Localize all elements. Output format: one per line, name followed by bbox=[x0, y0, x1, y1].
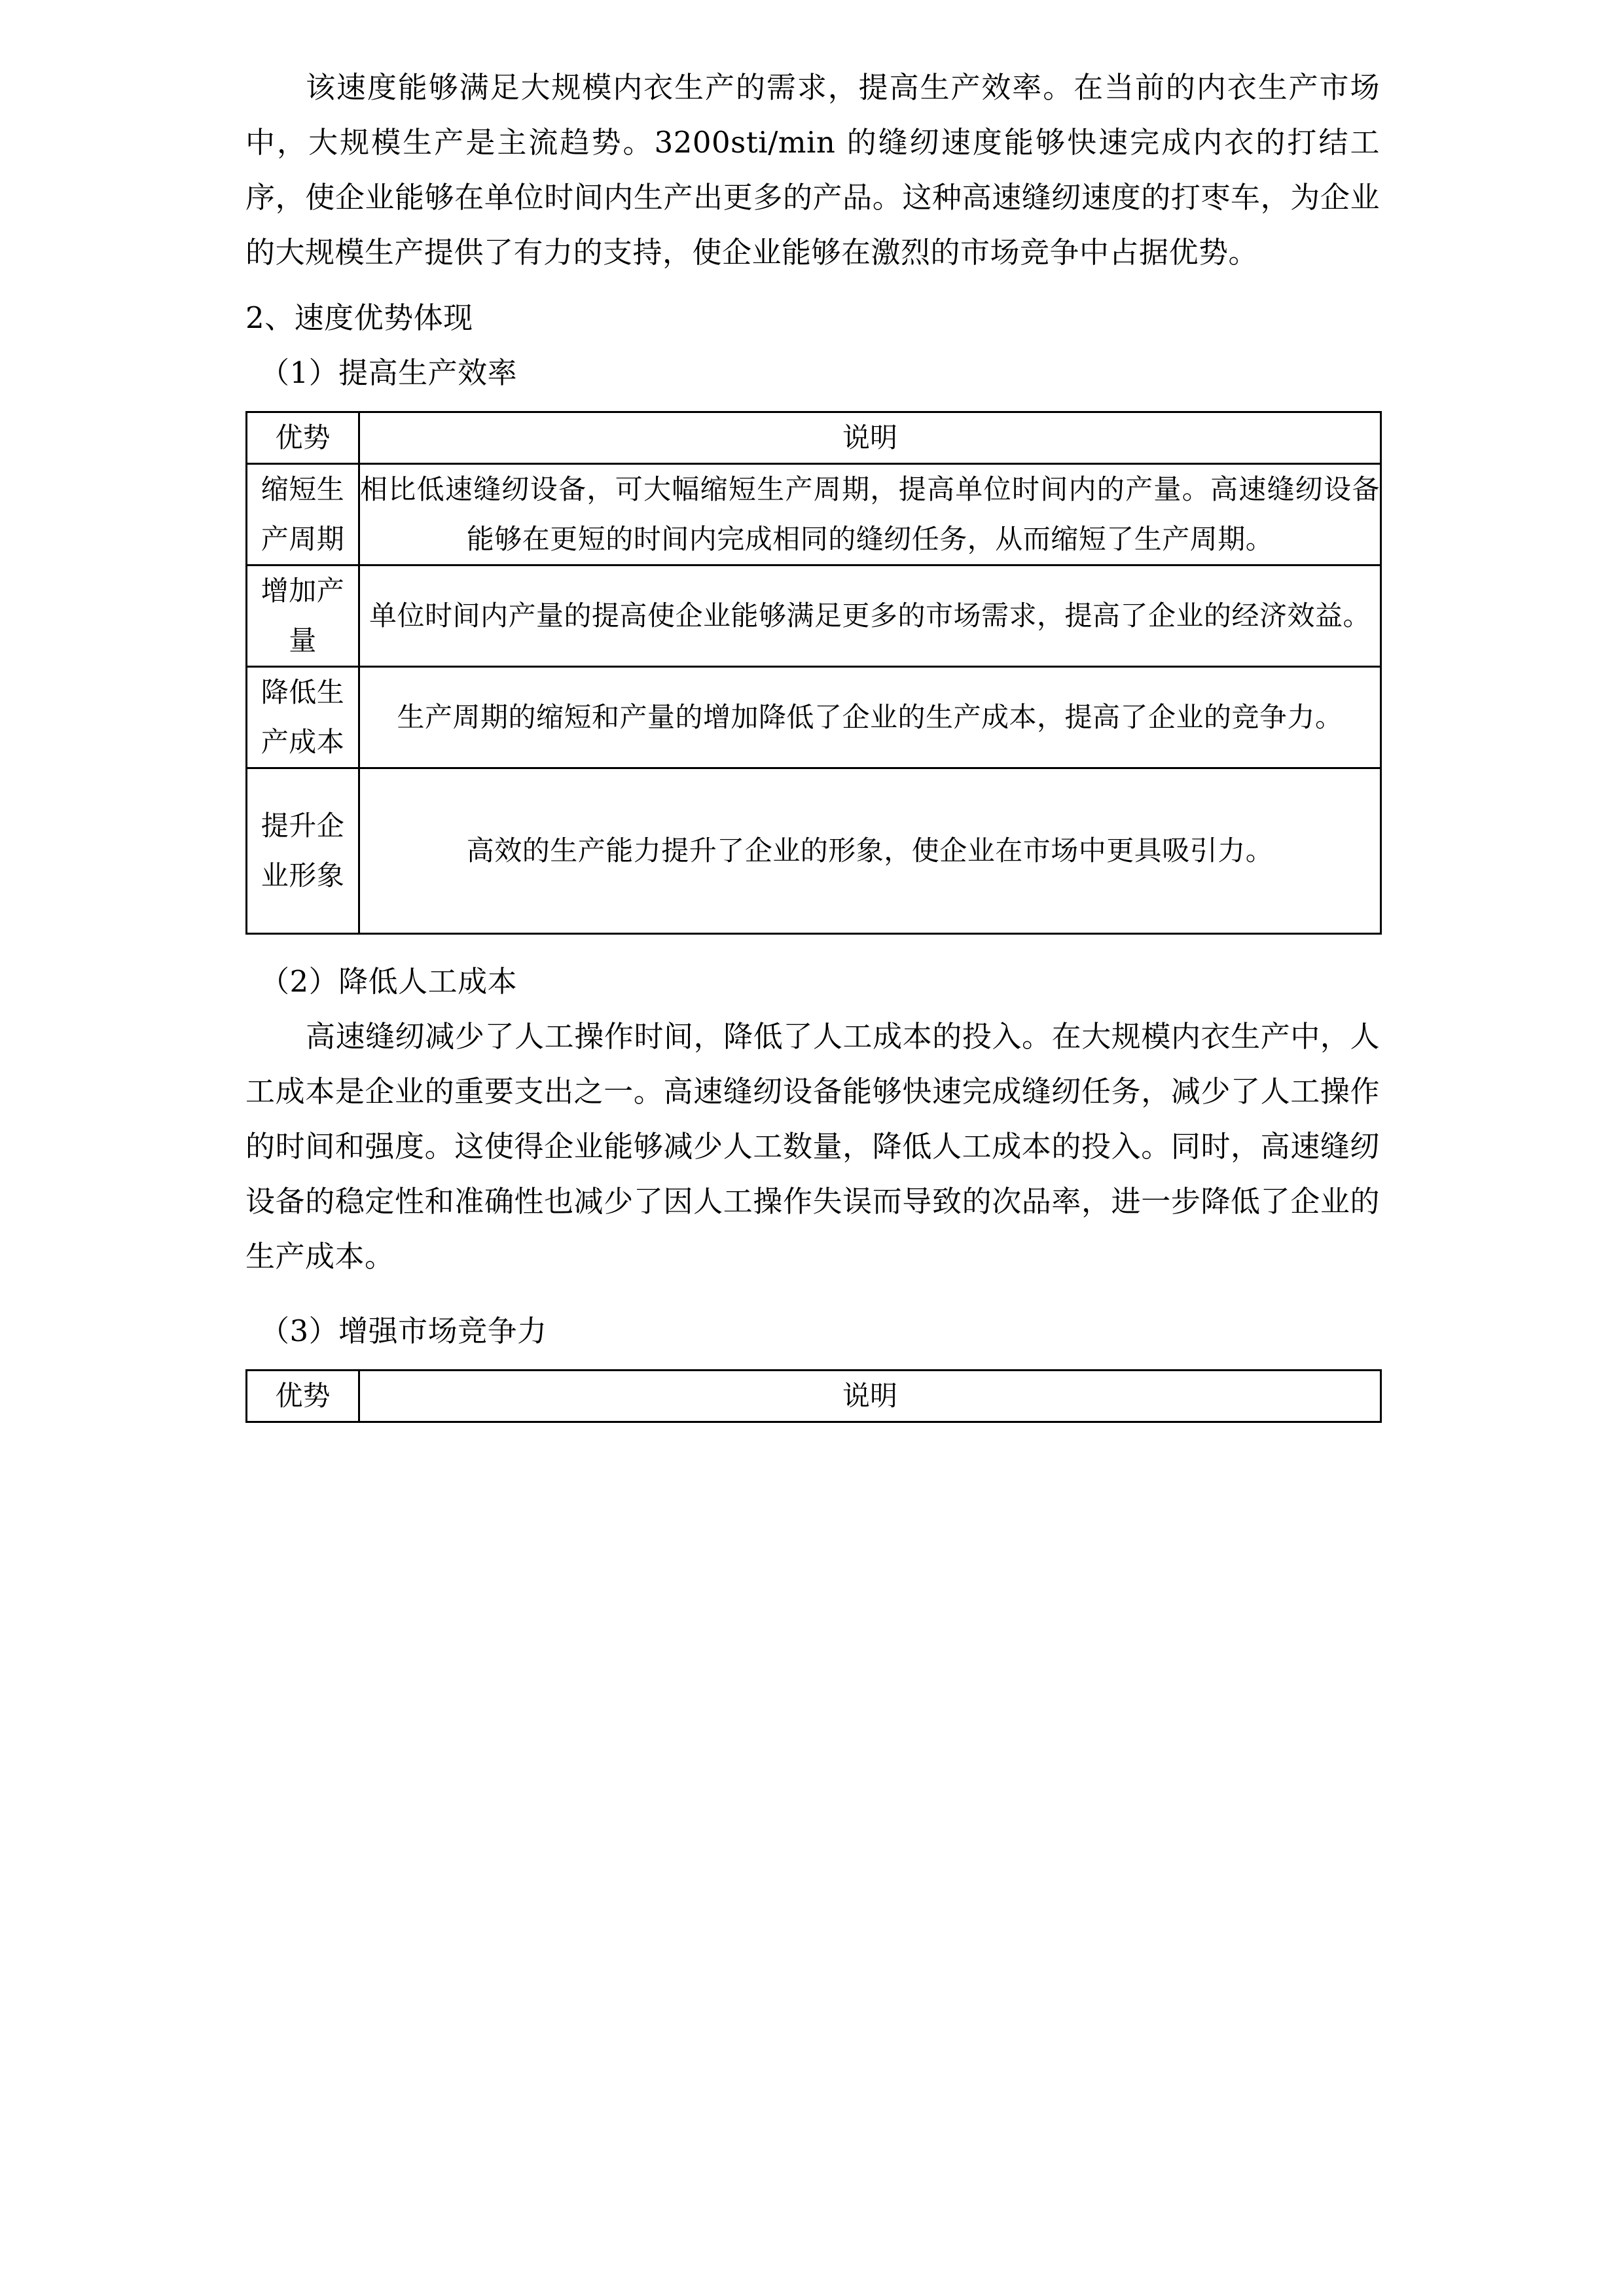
spacer-after-table-1 bbox=[245, 935, 1380, 954]
table-header-row bbox=[247, 1371, 1381, 1422]
table-row bbox=[247, 565, 1381, 667]
row-advantage-label: 缩短生产周期 bbox=[247, 464, 359, 565]
table-row bbox=[247, 667, 1381, 768]
heading-speed-advantage: 2、速度优势体现 bbox=[245, 300, 473, 335]
paragraph-2: 高速缝纫减少了人工操作时间，降低了人工成本的投入。在大规模内衣生产中，人工成本是企业的重要支出之一。高速缝纫设备能够快速完成缝纫任务，减少了人工操作的时间和强度。这使得企业能够减少人工数量，降低人工成本的投入。同时，高速缝纫设备的稳定性和准确性也减少了因人工操作失误而导致的次品率，进一步降低了企业的生产成本。 bbox=[245, 1019, 1380, 1274]
row-description: 高效的生产能力提升了企业的形象，使企业在市场中更具吸引力。 bbox=[359, 768, 1381, 934]
table-row bbox=[247, 464, 1381, 565]
table-header-description: 说明 bbox=[359, 412, 1381, 464]
advantages-table-1 bbox=[245, 411, 1382, 935]
top-spacer-2 bbox=[245, 30, 1380, 60]
spacer-after-paragraph-1 bbox=[245, 280, 1380, 291]
table-row bbox=[247, 768, 1381, 934]
row-advantage-label: 降低生产成本 bbox=[247, 667, 359, 768]
table-header-advantage: 优势 bbox=[247, 1371, 359, 1422]
paragraph-1: 该速度能够满足大规模内衣生产的需求，提高生产效率。在当前的内衣生产市场中，大规模生产是主流趋势。3200sti/min 的缝纫速度能够快速完成内衣的打结工序，使企业能够在单位时间内生产出更多的产品。这种高速缝纫速度的打枣车，为企业的大规模生产提供了有力的支持，使企业能够在激烈的市场竞争中占据优势。 bbox=[245, 70, 1380, 270]
page-content bbox=[245, 0, 1380, 1423]
spacer-after-paragraph-2 bbox=[245, 1284, 1380, 1304]
row-description: 单位时间内产量的提高使企业能够满足更多的市场需求，提高了企业的经济效益。 bbox=[359, 565, 1381, 667]
top-spacer bbox=[245, 0, 1380, 30]
row-description: 相比低速缝纫设备，可大幅缩短生产周期，提高单位时间内的产量。高速缝纫设备能够在更短的时间内完成相同的缝纫任务，从而缩短了生产周期。 bbox=[359, 464, 1381, 565]
row-advantage-label: 提升企业形象 bbox=[247, 768, 359, 934]
row-advantage-label: 增加产量 bbox=[247, 565, 359, 667]
table-header-row bbox=[247, 412, 1381, 464]
heading-market-competitiveness: （3）增强市场竞争力 bbox=[260, 1314, 547, 1348]
table-header-advantage: 优势 bbox=[247, 412, 359, 464]
table-header-description: 说明 bbox=[359, 1371, 1381, 1422]
row-description: 生产周期的缩短和产量的增加降低了企业的生产成本，提高了企业的竞争力。 bbox=[359, 667, 1381, 768]
spacer-before-table-1 bbox=[245, 401, 1380, 411]
advantages-table-2 bbox=[245, 1369, 1382, 1423]
heading-improve-efficiency: （1）提高生产效率 bbox=[260, 355, 518, 390]
heading-reduce-labor-cost: （2）降低人工成本 bbox=[260, 964, 518, 999]
spacer-before-table-2 bbox=[245, 1359, 1380, 1369]
